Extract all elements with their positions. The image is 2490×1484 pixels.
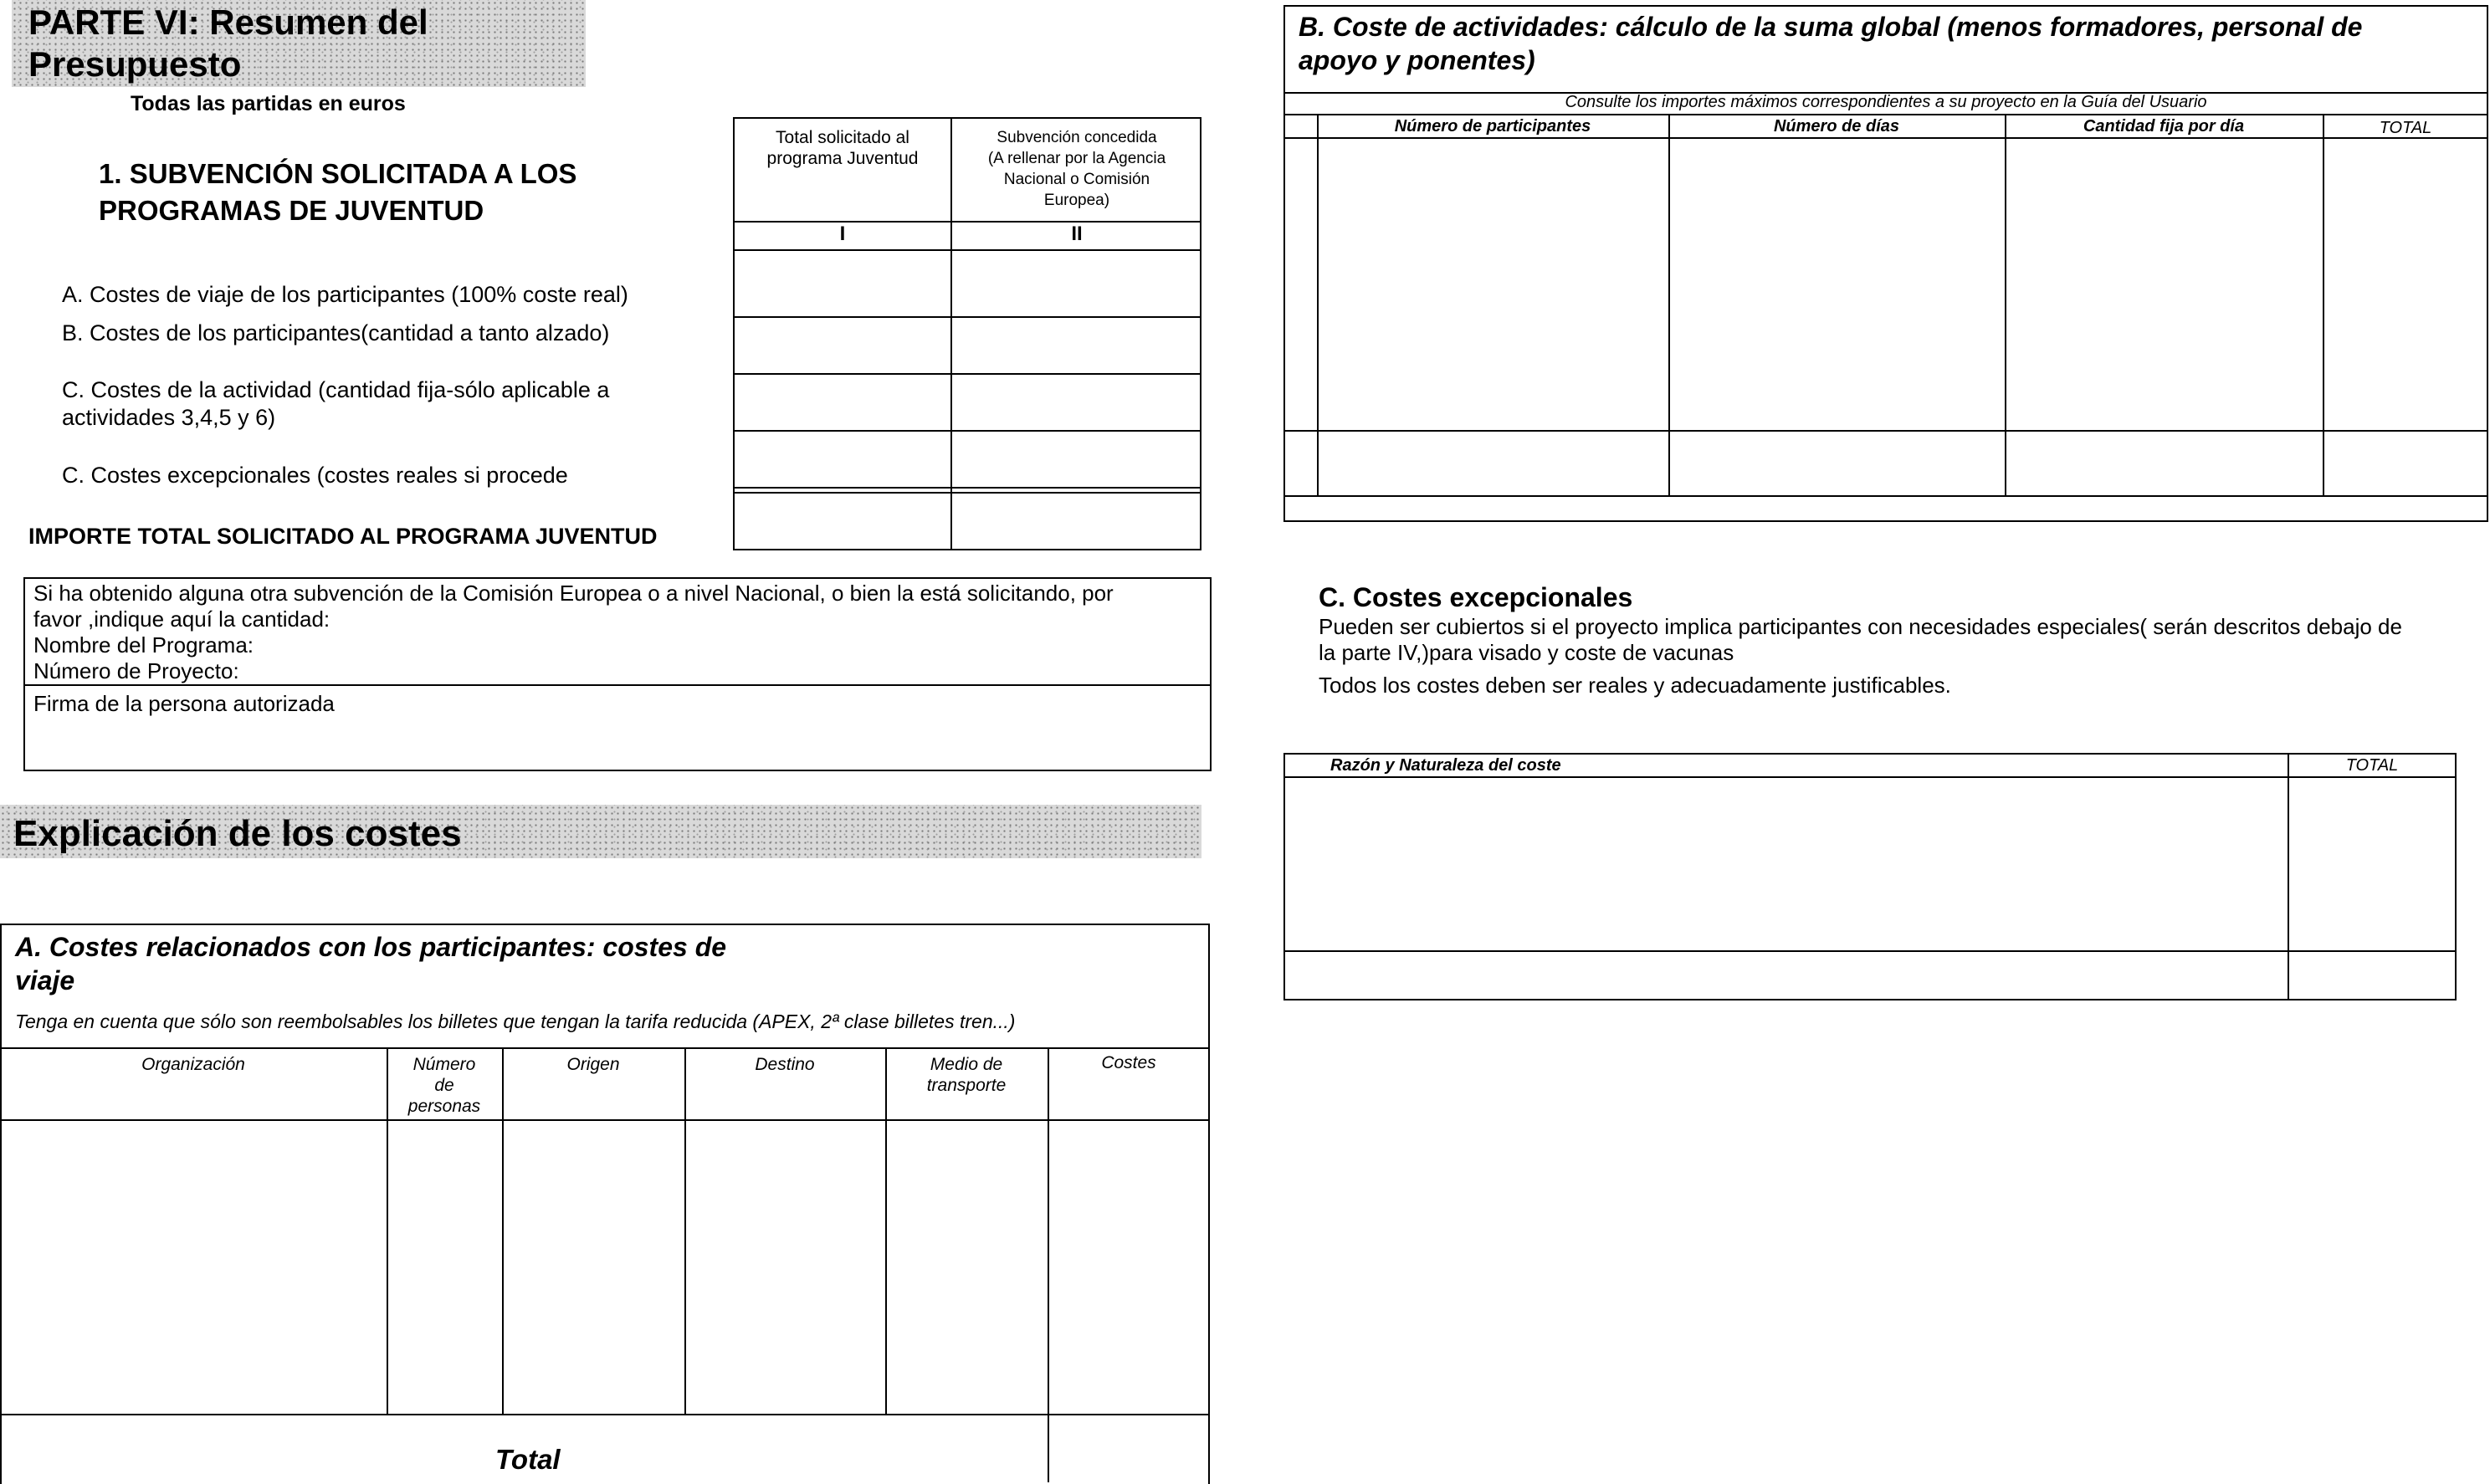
exceptional-costs-table: [1283, 753, 2457, 1000]
sectionB-title-line1: B. Coste de actividades: cálculo de la suma global (menos formadores, personal de: [1299, 12, 2363, 42]
sectionB-note-rule: [1283, 114, 2488, 115]
col2-header: [952, 127, 1201, 211]
budget-item-travel-text: A. Costes de viaje de los participantes (100% coste real): [62, 282, 628, 307]
sectionA-title-line2: viaje: [15, 965, 75, 995]
project-number-field: Número de Proyecto:: [33, 658, 239, 683]
budget-row-rule-c: [733, 430, 1201, 432]
col2-header-line1: Subvención concedida: [997, 129, 1157, 146]
sectionA-total-label: Total: [495, 1444, 561, 1475]
sectionA-col-rule-3: [684, 1047, 686, 1414]
sectionA-header-bottom: [0, 1119, 1210, 1121]
sectionC-col-rule: [2288, 753, 2289, 1000]
budget-row-rule-e: [733, 492, 1201, 494]
sectionB-title: [1299, 10, 2362, 77]
colA-costes: Costes: [1101, 1053, 1156, 1072]
colC-razon: Razón y Naturaleza del coste: [1330, 756, 1561, 775]
sectionA-title-line1: A. Costes relacionados con los participantes: costes de: [15, 932, 727, 962]
travel-costs-table: [0, 924, 1210, 1484]
col1-roman: I: [839, 223, 846, 245]
signature-field: Firma de la persona autorizada: [33, 691, 335, 716]
colB-total: TOTAL: [2379, 119, 2432, 137]
sectionB-col-rule-2: [1668, 114, 1670, 495]
sectionC-line1: Pueden ser cubiertos si el proyecto implica participantes con necesidades especiales( serán descritos debajo de: [1319, 614, 2402, 639]
section1-heading: [99, 156, 576, 229]
section1-heading-line2: PROGRAMAS DE JUVENTUD: [99, 195, 484, 226]
col1-header-line1: Total solicitado al: [776, 128, 909, 147]
col1-header-line2: programa Juventud: [766, 149, 919, 168]
other-grant-text: [33, 581, 1114, 684]
colA-numero-line3: personas: [407, 1097, 481, 1116]
activity-costs-table: [1283, 5, 2488, 522]
sectionC-body-rule: [1283, 950, 2457, 952]
budget-item-activity: [62, 376, 609, 432]
euros-subtitle: Todas las partidas en euros: [131, 92, 406, 115]
sectionB-col-rule-1: [1317, 114, 1319, 495]
budget-row-rule-b: [733, 373, 1201, 375]
other-grant-line1: Si ha obtenido alguna otra subvención de la Comisión Europea o a nivel Nacional, o bien la está solicitando, por: [33, 581, 1114, 606]
budget-item-activity-line2: actividades 3,4,5 y 6): [62, 405, 276, 430]
total-label-clip: [28, 515, 698, 549]
section1-heading-line1: 1. SUBVENCIÓN SOLICITADA A LOS: [99, 158, 577, 189]
colA-numero-line1: Número: [412, 1055, 476, 1074]
sectionB-note: Consulte los importes máximos correspondientes a su proyecto en la Guía del Usuario: [1565, 93, 2207, 111]
sectionC-line2: la parte IV,)para visado y coste de vacunas: [1319, 640, 1734, 665]
sectionA-title: [15, 930, 726, 997]
page-title: [28, 2, 428, 85]
sectionB-col-rule-3: [2005, 114, 2006, 495]
colA-organizacion: Organización: [141, 1055, 245, 1074]
budget-item-participants-text: B. Costes de los participantes(cantidad a tanto alzado): [62, 320, 610, 345]
explanation-title: Explicación de los costes: [13, 813, 462, 854]
sectionC-header-rule: [1283, 776, 2457, 778]
sectionC-title: C. Costes excepcionales: [1319, 582, 1633, 612]
other-grant-divider: [23, 684, 1212, 686]
sectionB-title-line2: apoyo y ponentes): [1299, 45, 1535, 75]
budget-item-exceptional-text: C. Costes excepcionales (costes reales si procede: [62, 463, 568, 488]
page-title-line1: PARTE VI: Resumen del: [28, 3, 428, 42]
sectionA-col-rule-2: [502, 1047, 504, 1414]
budget-item-exceptional: [62, 462, 568, 489]
page-title-line2: Presupuesto: [28, 44, 242, 84]
total-requested-label: IMPORTE TOTAL SOLICITADO AL PROGRAMA JUVENTUD: [28, 524, 658, 549]
colC-total: TOTAL: [2345, 756, 2399, 775]
sectionB-bottom-rule: [1283, 495, 2488, 497]
other-grant-line2: favor ,indique aquí la cantidad:: [33, 606, 330, 632]
col1-header: [735, 127, 950, 169]
program-name-field: Nombre del Programa:: [33, 632, 254, 658]
budget-item-travel: [62, 281, 628, 309]
colB-dias: Número de días: [1773, 117, 1900, 136]
budget-item-participants: [62, 320, 609, 347]
col2-header-line3: Nacional o Comisión: [1003, 171, 1150, 188]
colA-destino: Destino: [755, 1055, 815, 1074]
sectionA-total-rule: [0, 1414, 1210, 1415]
sectionA-col-rule-4: [885, 1047, 887, 1414]
colA-numero: [387, 1054, 502, 1117]
colB-cantidad: Cantidad fija por día: [2083, 117, 2245, 136]
colA-numero-line2: de: [434, 1076, 454, 1095]
col2-header-line2: (A rellenar por la Agencia: [987, 150, 1166, 167]
sectionC-line3: Todos los costes deben ser reales y adecuadamente justificables.: [1319, 673, 1951, 698]
sectionB-body-rule: [1283, 430, 2488, 432]
colA-origen: Origen: [566, 1055, 620, 1074]
budget-row-rule-a: [733, 316, 1201, 318]
colA-medio: [885, 1054, 1048, 1096]
budget-roman-rule: [733, 249, 1201, 251]
sectionA-col-rule-5: [1048, 1047, 1049, 1482]
sectionA-note: Tenga en cuenta que sólo son reembolsables los billetes que tengan la tarifa reducida (APEX, 2ª clase billetes tren...): [15, 1011, 1016, 1032]
col2-header-line4: Europea): [1043, 192, 1110, 209]
colA-medio-line1: Medio de: [930, 1055, 1003, 1074]
sectionA-header-top: [0, 1047, 1210, 1049]
colB-participantes: Número de participantes: [1394, 117, 1591, 136]
sectionC-description: [1319, 614, 2402, 699]
col2-roman: II: [1071, 223, 1083, 245]
sectionB-col-rule-4: [2323, 114, 2324, 495]
sectionB-header-rule: [1283, 137, 2488, 139]
colA-medio-line2: transporte: [926, 1076, 1007, 1095]
budget-row-rule-d: [733, 487, 1201, 489]
budget-item-activity-line1: C. Costes de la actividad (cantidad fija-sólo aplicable a: [62, 377, 610, 402]
